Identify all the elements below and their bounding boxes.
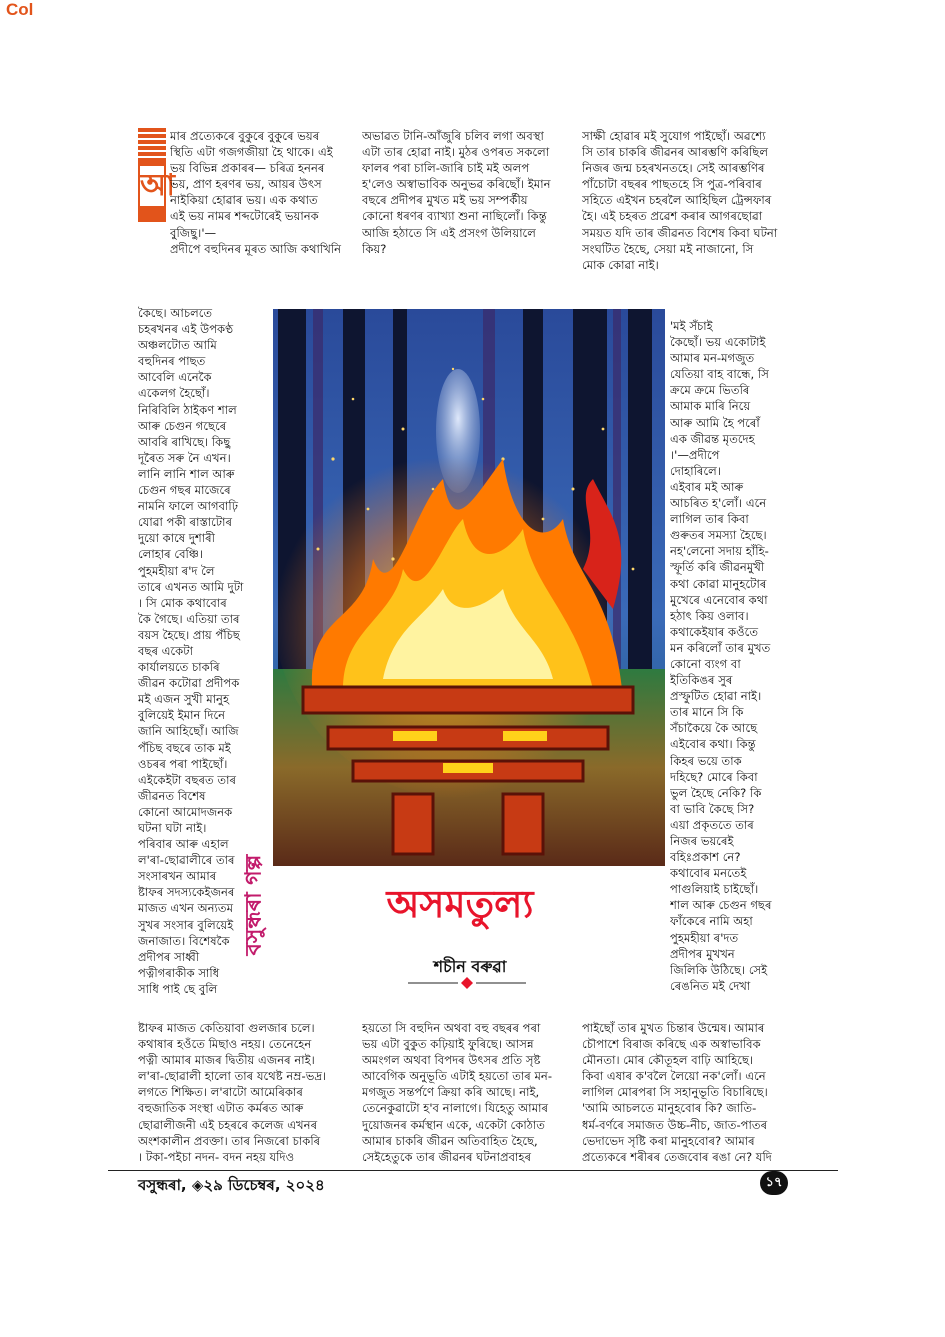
column2-bottom-text: হয়তো সি বহুদিন অথবা বহু বছৰৰ পৰা ভয় এটা বুকুত কঢ়িয়াই ফুৰিছে। আসন্ন অমংগল অথবা বিপদৰ উৎসৰ প্ৰতি সৃষ্ট আবেগিক অনুভূতি এটাই হয়তো তাৰ মন- মগজুত সন্তৰ্পণে ক্ৰিয়া কৰি আছে। নাই, তেনেকুৱাটো হ'ব নালাগে। যিহেতু আমাৰ দুয়োজনৰ কৰ্মস্থান একে, একেটা কোঠাত আমাৰ চাকৰি জীৱন অতিবাহিত হৈছে, সেইহেতুকে তাৰ জীৱনৰ ঘটনাপ্ৰবাহৰ <box>362 1021 553 1164</box>
column1-bottom-text: ষ্টাফৰ মাজত কেতিয়াবা গুলজাৰ চলে। কথাষাৰ হওঁতে মিছাও নহয়। তেনেহেন পত্নী আমাৰ মাজৰ দ্বিতীয় এজনৰ নাই। ল'ৰা-ছোৱালী হালো তাৰ যথেষ্ট নম্ৰ-ভদ্ৰ। লগতে শিক্ষিত। ল'ৰাটো আমেৰিকাৰ বহুজাতিক সংস্থা এটাত কৰ্মৰত আৰু ছোৱালীজনী এই চহৰৰে কলেজ এখনৰ অংশকালীন প্ৰবক্তা। তাৰ নিজৰো চাকৰি । টকা-পইচা নদন- বদন নহয় যদিও <box>138 1021 327 1164</box>
title-ornament <box>408 976 526 990</box>
column3-bottom-text: পাইছোঁ তাৰ মুখত চিন্তাৰ উন্মেষ। আমাৰ চৌপাশে বিৰাজ কৰিছে এক অস্বাভাবিক মৌনতা। মোৰ কৌতূহল বাঢ়ি আহিছে। কিবা এষাৰ ক'বলৈ লৈয়ো নক'লোঁ। এনে লাগিল মোৰপৰা সি সহানুভূতি বিচাৰিছে। 'আমি আচলতে মানুহবোৰ কি? জাতি- ধৰ্ম-বৰ্ণৰে সমাজত উচ্চ-নীচ, জাত-পাতৰ ভেদাভেদ সৃষ্টি কৰা মানুহবোৰ? আমাৰ প্ৰত্যেকৰে শৰীৰৰ তেজবোৰ ৰঙা নে? যদি <box>582 1021 772 1164</box>
page-footer <box>108 1170 838 1197</box>
bonfire-illustration <box>273 309 665 866</box>
drop-cap-letter: আ <box>140 166 164 206</box>
drop-cap-stripes <box>138 126 166 162</box>
page-number: ১৭ <box>760 1171 788 1195</box>
author-name: শচীন বৰুৱা <box>433 957 507 976</box>
corner-label: Col <box>6 0 34 19</box>
publication-date: বসুন্ধৰা, ◈২৯ ডিচেম্বৰ, ২০২৪ <box>138 1176 325 1194</box>
column1-top-text: মাৰ প্ৰত্যেকৰে বুকুৰে বুকুৰে ভয়ৰ স্থিতি এটা গজগজীয়া হৈ থাকে। এই ভয় বিভিন্ন প্ৰকাৰৰ— চৰিত্ৰ হননৰ ভয়, প্ৰাণ হৰণৰ ভয়, আয়ৰ উৎস নাইকিয়া হোৱাৰ ভয়। এক কথাত এই ভয় নামৰ শব্দটোৰেই ভয়ানক বুজিছু।'— প্ৰদীপে বহুদিনৰ মূৰত আজি কথাখিনি <box>170 129 342 256</box>
section-logo: বসুন্ধৰা গল্প <box>241 854 267 956</box>
column2-top-text: অভাৱত টানি-আঁজুৰি চলিব লগা অবস্থা এটা তাৰ হোৱা নাই। মুঠৰ ওপৰত সকলো ফালৰ পৰা চালি-জাৰি চাই মই অলপ হ'লেও অস্বাভাবিক অনুভৱ কৰিছোঁ। ইমান বছৰে প্ৰদীপৰ মুখত মই ভয় সম্পৰ্কীয় কোনো ধৰণৰ ব্যাখ্যা শুনা নাছিলোঁ। কিন্তু আজি হঠাতে সি এই প্ৰসংগ উলিয়ালে কিয়? <box>362 129 551 256</box>
drop-cap-block <box>138 126 175 222</box>
story-title: অসমতুল্য <box>386 882 534 926</box>
column3-top-text: সাক্ষী হোৱাৰ মই সুযোগ পাইছোঁ। অৱশ্যে সি তাৰ চাকৰি জীৱনৰ আৰম্ভণি কৰিছিল নিজৰ জন্ম চহৰখনতহে। সেই আৰম্ভণিৰ পাঁচোটা বছৰৰ পাছতহে সি পুত্ৰ-পৰিবাৰ সহিতে এইখন চহৰলৈ আহিছিল ট্ৰেন্সফাৰ হৈ। এই চহৰত প্ৰৱেশ কৰাৰ আগৰছোৱা সময়ত যদি তাৰ জীৱনত বিশেষ কিবা ঘটনা সংঘটিত হৈছে, সেয়া মই নাজানো, সি মোক কোৱা নাই। <box>582 129 778 272</box>
column3-narrow-text: 'মই সঁচাই কৈছোঁ। ভয় একোটাই আমাৰ মন-মগজুত যেতিয়া বাহ বান্ধে, সি ক্ৰমে ক্ৰমে ভিতৰি আমাক মাৰি নিয়ে আৰু আমি হৈ পৰোঁ এক জীৱন্ত মৃতদেহ ।'—প্ৰদীপে দোহাৰিলে। এইবাৰ মই আৰু আচৰিত হ'লোঁ। এনে লাগিল তাৰ কিবা গুৰুতৰ সমস্যা হৈছে। নহ'লেনো সদায় হাঁহি- স্ফূৰ্তি কৰি জীৱনমুখী কথা কোৱা মানুহটোৰ মুখেৰে এনেবোৰ কথা হঠাৎ কিয় ওলাব। কথাকেইযাৰ কওঁতে মন কৰিলোঁ তাৰ মুখত কোনো ব্যংগ বা ইতিকিঙৰ সুৰ প্ৰস্ফুটিত হোৱা নাই। তাৰ মানে সি কি সঁচাকৈয়ে কৈ আছে এইবোৰ কথা। কিন্তু কিহৰ ভয়ে তাক দহিছে? মোৰে কিবা ভুল হৈছে নেকি? কি বা ভাবি কৈছে সি? এয়া প্ৰকৃততে তাৰ নিজৰ ভয়ৰেই বহিঃপ্ৰকাশ নে? কথাবোৰ মনতেই পাগুলিয়াই চাইছোঁ। শাল আৰু চেগুন গছৰ ফাঁকেৰে নামি অহা পুহমহীয়া ৰ'দত প্ৰদীপৰ মুখখন জিলিকি উঠিছে। সেই ৰেঙনিত মই দেখা <box>670 319 772 993</box>
column1-narrow-text: কৈছে। আচলতে চহৰখনৰ এই উপকণ্ঠ অঞ্চলটোত আমি বহুদিনৰ পাছত আবেলি এনেকৈ একেলগ হৈছোঁ। নিৰিবিলি ঠাইকণ শাল আৰু চেগুন গছেৰে আবৰি ৰাখিছে। কিছু দূৰৈত সৰু নৈ এখন। লানি লানি শাল আৰু চেগুন গছৰ মাজেৰে নামনি ফালে আগবাঢ়ি যোৱা পকী ৰাস্তাটোৰ দুয়ো কাষে দুশাৰী লোহাৰ বেঞ্চি। পুহমহীয়া ৰ'দ লৈ তাৰে এখনত আমি দুটা । সি মোক কথাবোৰ কৈ গৈছে। এতিয়া তাৰ বয়স হৈছে। প্ৰায় পঁচিছ বছৰ একেটা কাৰ্যালয়তে চাকৰি জীৱন কটোৱা প্ৰদীপক মই এজন সুখী মানুহ বুলিয়েই ইমান দিনে জানি আহিছোঁ। আজি পঁচিছ বছৰে তাক মই ওচৰৰ পৰা পাইছোঁ। এইকেইটা বছৰত তাৰ জীৱনত বিশেষ কোনো আমোদজনক ঘটনা ঘটা নাই। পৰিবাৰ আৰু এহাল ল'ৰা-ছোৱালীৰে তাৰ সংসাৰখন আমাৰ ষ্টাফৰ সদস্যকেইজনৰ মাজত এখন অন্যতম সুখৰ সংসাৰ বুলিয়েই জনাজাত। বিশেষকৈ প্ৰদীপৰ সাধ্বী পত্নীগৰাকীক সাধি সাধি পাই ছে বুলি <box>138 306 244 995</box>
